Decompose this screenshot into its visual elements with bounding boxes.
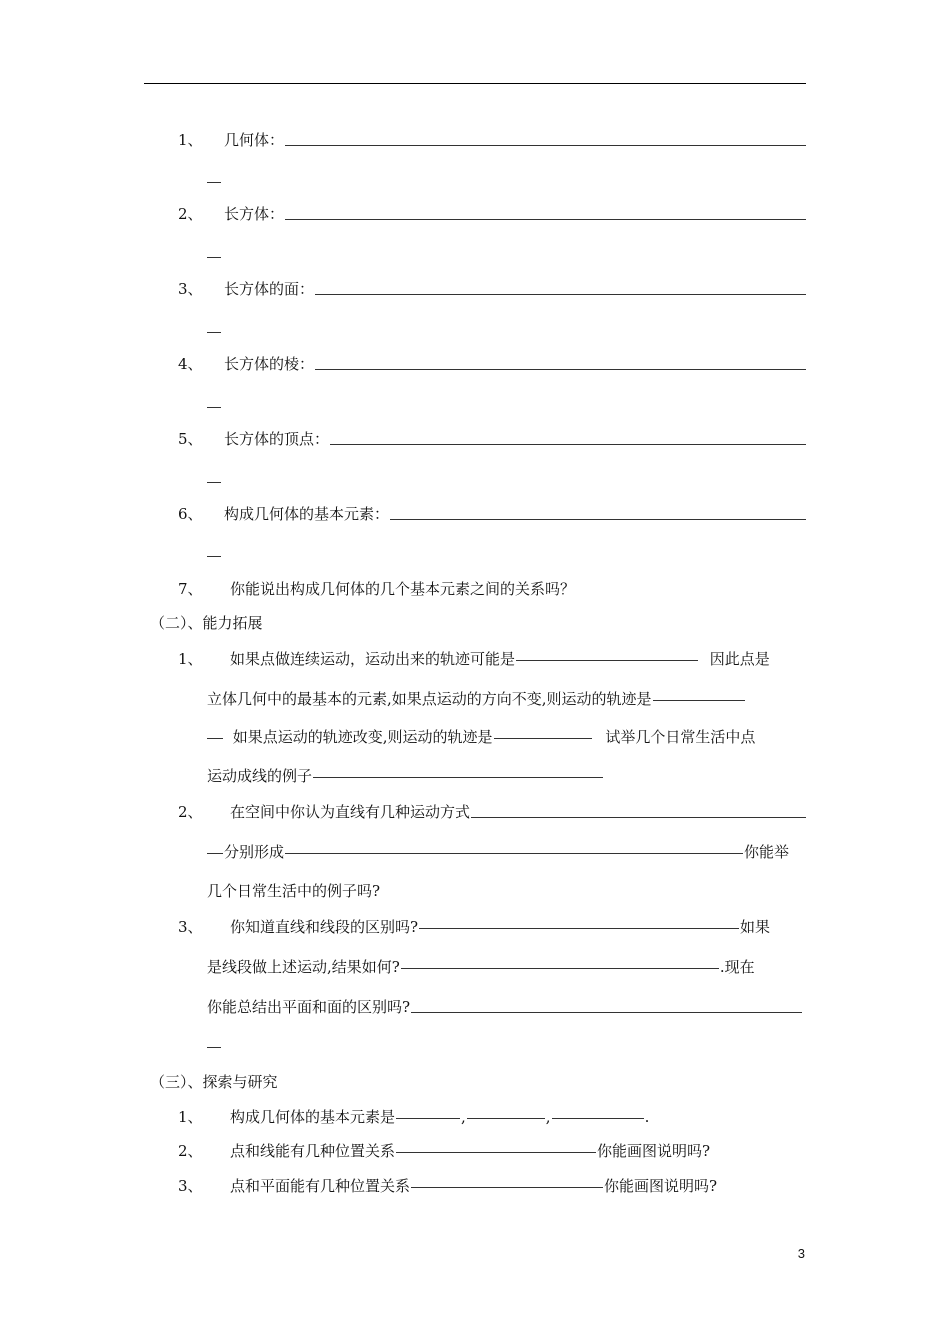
header-rule (144, 83, 806, 84)
item-number: 7、 (178, 580, 203, 598)
definition-label: 构成几何体的基本元素： (224, 505, 390, 523)
definition-label: 长方体的面： (224, 280, 315, 298)
item-number: 3、 (178, 280, 203, 298)
question-text: 你能画图说明吗? (604, 1177, 718, 1195)
answer-blank-continuation (207, 182, 221, 183)
answer-blank[interactable] (390, 519, 806, 520)
answer-blank[interactable] (285, 219, 806, 220)
definition-label: 长方体： (224, 205, 285, 223)
item-number: 1、 (178, 650, 203, 668)
page-number: 3 (797, 1246, 805, 1261)
question-text: 你能举 (744, 843, 790, 861)
question-text: 试举几个日常生活中点 (605, 728, 756, 746)
question-text: 你能画图说明吗? (597, 1142, 711, 1160)
item-number: 6、 (178, 505, 203, 523)
answer-blank[interactable] (315, 369, 806, 370)
item-number: 2、 (178, 1142, 203, 1160)
question-text: 运动成线的例子 (207, 767, 313, 785)
item-number: 2、 (178, 803, 203, 821)
question-text: 几个日常生活中的例子吗? (207, 882, 381, 900)
answer-blank[interactable] (471, 817, 806, 818)
answer-blank[interactable] (411, 1187, 603, 1188)
separator: . (644, 1108, 650, 1126)
item-number: 1、 (178, 131, 203, 149)
answer-blank[interactable] (552, 1118, 644, 1119)
answer-blank[interactable] (411, 1012, 802, 1013)
question-text: 如果 (740, 918, 771, 936)
definition-label: 长方体的顶点： (224, 430, 330, 448)
question-text: 点和线能有几种位置关系 (230, 1142, 396, 1160)
definition-label: 长方体的棱： (224, 355, 315, 373)
question-text: 你知道直线和线段的区别吗? (230, 918, 419, 936)
question-text: 分别形成 (224, 843, 285, 861)
answer-blank[interactable] (330, 444, 806, 445)
separator: , (461, 1108, 466, 1126)
question-text: 在空间中你认为直线有几种运动方式 (230, 803, 471, 821)
question-text: 如果点做连续运动，运动出来的轨迹可能是 (230, 650, 516, 668)
item-number: 3、 (178, 1177, 203, 1195)
question-text: 点和平面能有几种位置关系 (230, 1177, 411, 1195)
answer-blank[interactable] (516, 660, 698, 661)
answer-blank-continuation (207, 332, 221, 333)
item-number: 5、 (178, 430, 203, 448)
item-number: 3、 (178, 918, 203, 936)
answer-blank[interactable] (396, 1152, 596, 1153)
item-number: 2、 (178, 205, 203, 223)
answer-blank-continuation (207, 257, 221, 258)
answer-blank-continuation (207, 556, 221, 557)
answer-blank-continuation (207, 482, 221, 483)
answer-blank[interactable] (494, 738, 592, 739)
answer-blank[interactable] (419, 928, 739, 929)
question-text: 如果点运动的轨迹改变,则运动的轨迹是 (232, 728, 493, 746)
section-heading-ability: （二）、能力拓展 (150, 614, 263, 632)
answer-blank[interactable] (401, 968, 719, 969)
question-text: 你能总结出平面和面的区别吗? (207, 998, 411, 1016)
answer-blank[interactable] (285, 145, 806, 146)
question-text: .现在 (719, 958, 755, 976)
question-text: 你能说出构成几何体的几个基本元素之间的关系吗？ (230, 580, 576, 598)
separator: , (545, 1108, 551, 1126)
question-text: 立体几何中的最基本的元素,如果点运动的方向不变,则运动的轨迹是 (207, 690, 652, 708)
answer-blank-continuation (207, 407, 221, 408)
section-heading-explore: （三）、探索与研究 (150, 1073, 278, 1091)
answer-blank[interactable] (285, 853, 743, 854)
item-number: 1、 (178, 1108, 203, 1126)
answer-blank[interactable] (396, 1118, 460, 1119)
answer-blank[interactable] (315, 294, 806, 295)
definition-label: 几何体： (224, 131, 285, 149)
question-text: 构成几何体的基本元素是 (230, 1108, 396, 1126)
answer-blank[interactable] (467, 1118, 545, 1119)
question-text: 是线段做上述运动,结果如何? (207, 958, 400, 976)
answer-blank-continuation (207, 1047, 221, 1048)
answer-blank[interactable] (313, 777, 603, 778)
answer-blank[interactable] (653, 700, 745, 701)
item-number: 4、 (178, 355, 203, 373)
answer-blank[interactable] (207, 738, 223, 739)
question-text: 因此点是 (709, 650, 770, 668)
answer-blank[interactable] (207, 853, 223, 854)
